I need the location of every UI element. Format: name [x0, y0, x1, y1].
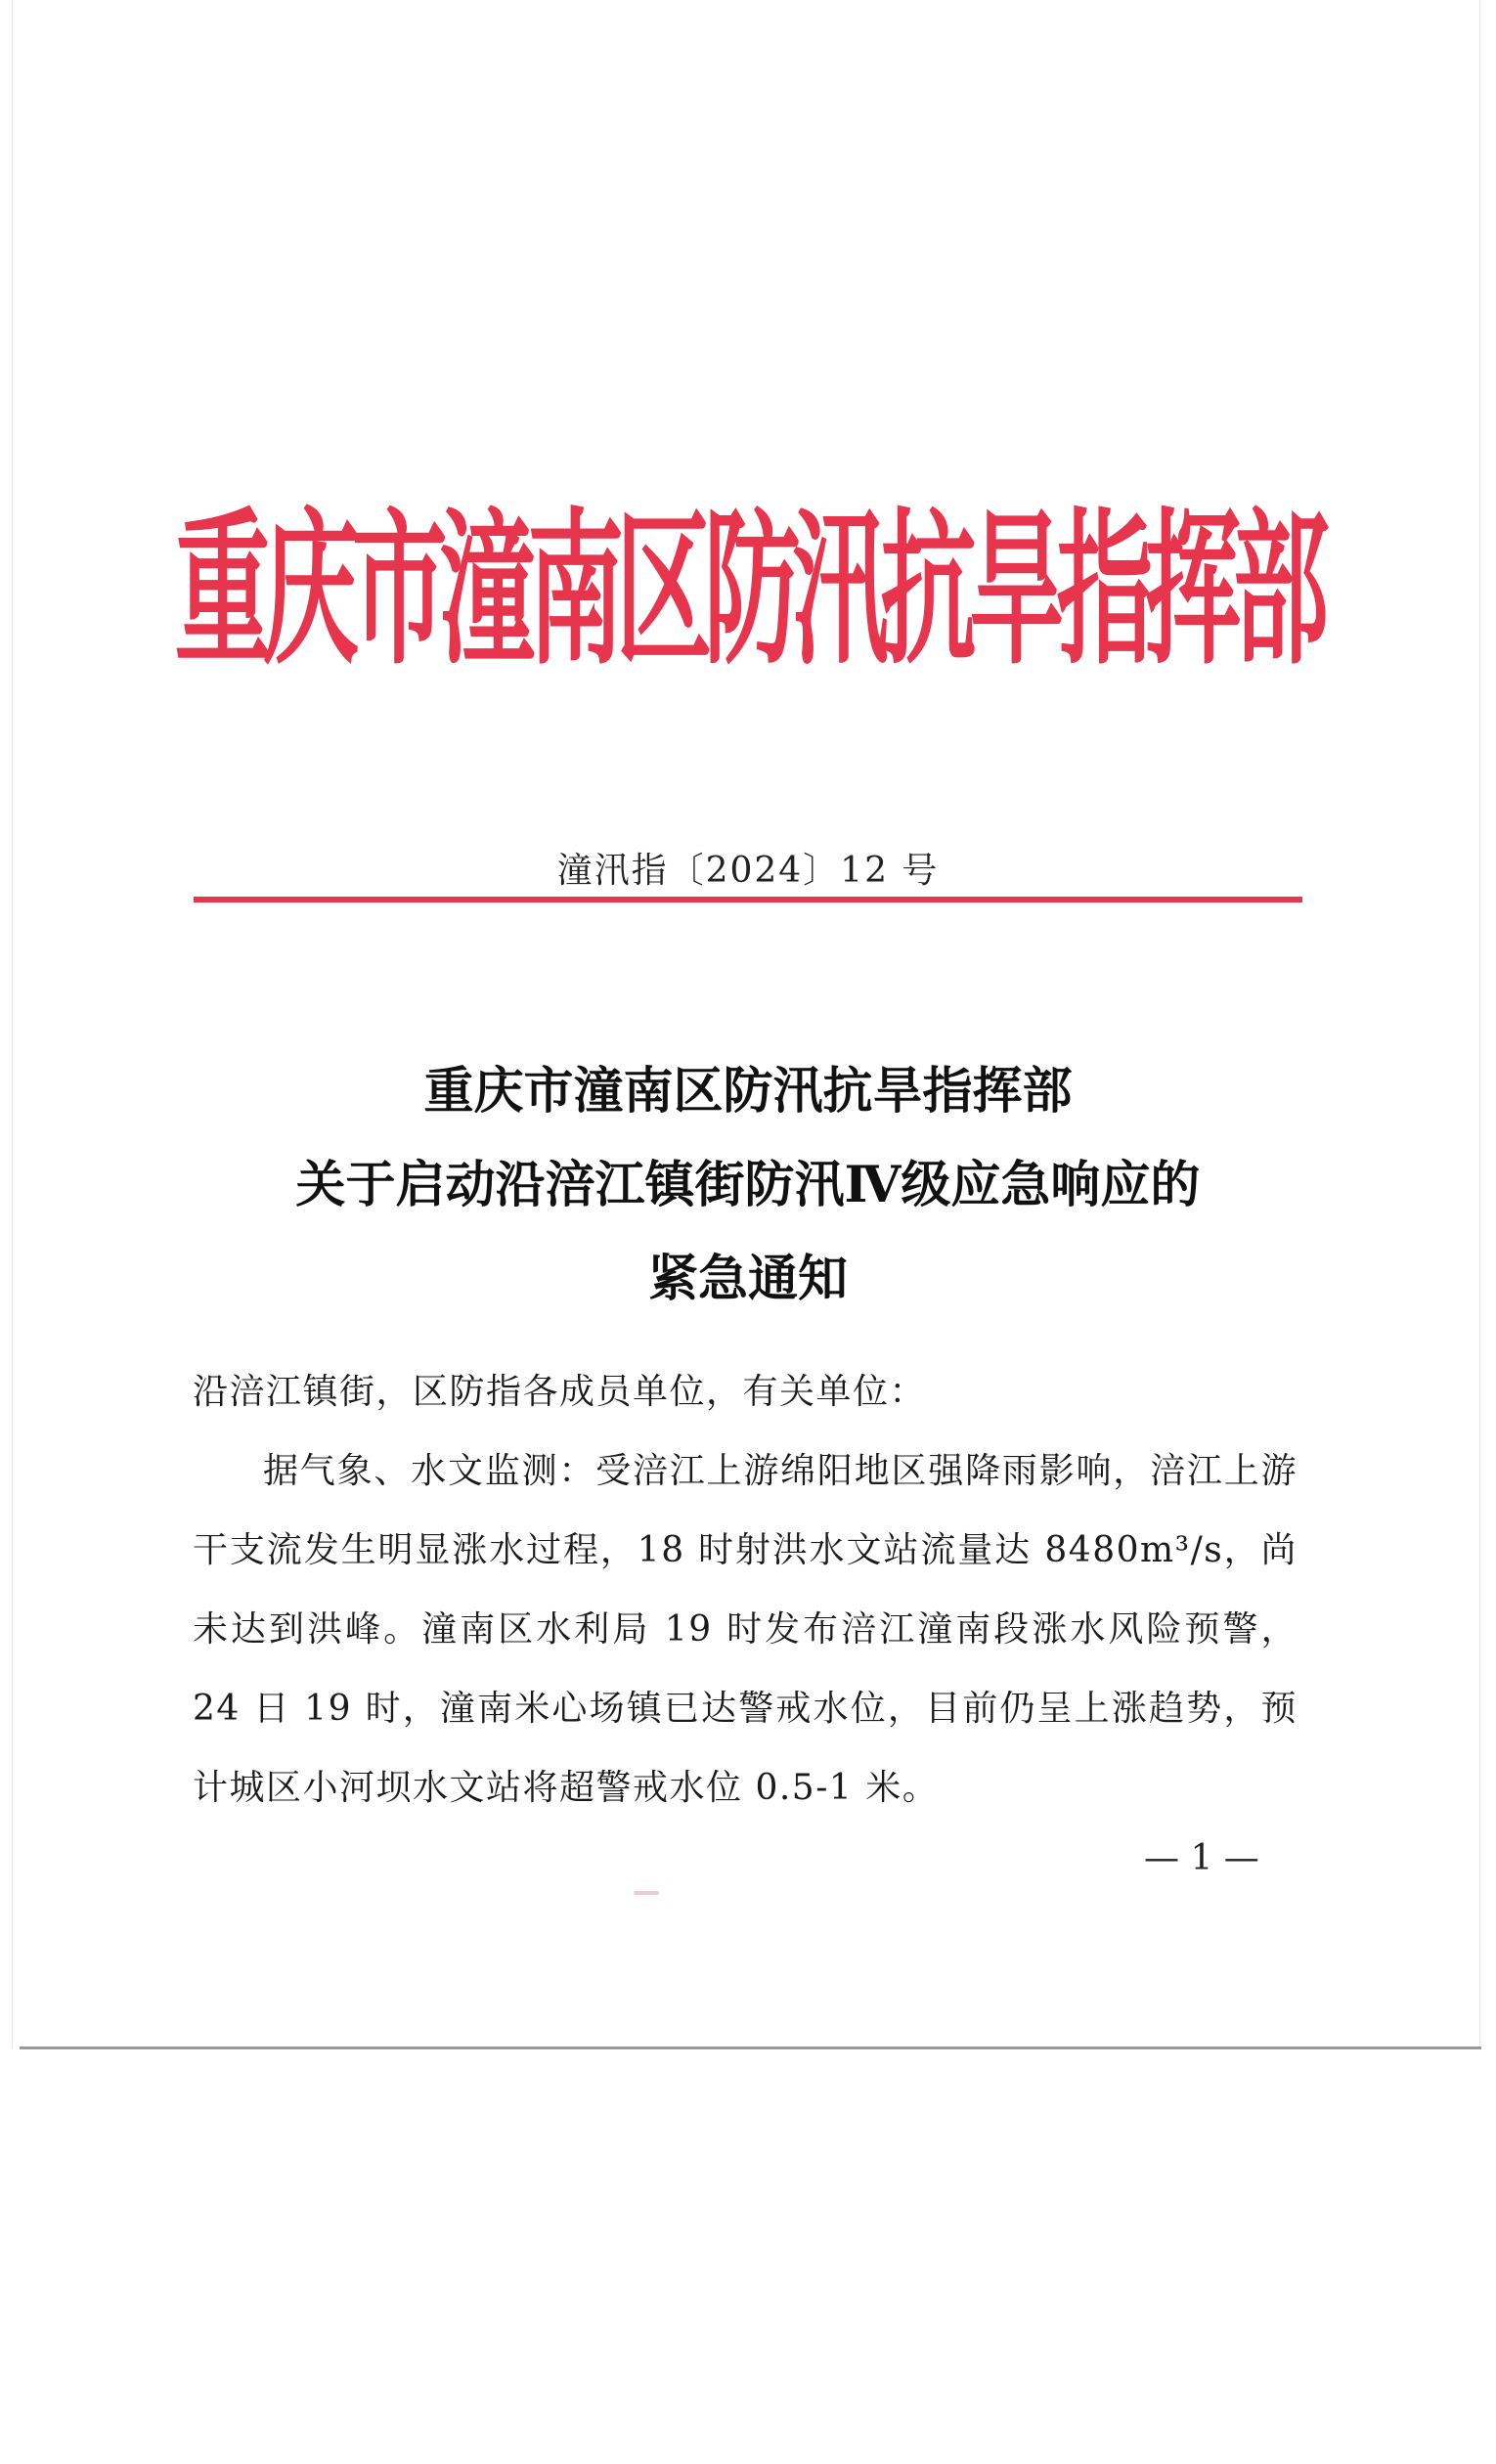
red-divider-line	[194, 897, 1302, 902]
notice-title-line-1: 重庆市潼南区防汛抗旱指挥部	[423, 1062, 1073, 1121]
page-bottom-edge	[20, 2046, 1481, 2049]
page-left-edge	[12, 0, 13, 2048]
body-paragraph: 据气象、水文监测：受涪江上游绵阳地区强降雨影响，涪江上游干支流发生明显涨水过程，18 时射洪水文站流量达 8480m³/s，尚未达到洪峰。潼南区水利局 19 时发布涪江潼南段涨水风险预警，24 日 19 时，潼南米心场镇已达警戒水位，目前仍呈上涨趋势，预计城区小河坝水文站将超警戒水位 0.5-1 米。	[193, 1451, 1298, 1808]
page-number: — 1 —	[1144, 1838, 1259, 1878]
page-right-edge	[1479, 0, 1480, 2048]
notice-title	[0, 1044, 1496, 1326]
red-masthead	[174, 460, 1322, 694]
notice-title-line-3: 紧急通知	[647, 1250, 848, 1308]
notice-body	[193, 1352, 1298, 1827]
masthead-title: 重庆市潼南区防汛抗旱指挥部	[174, 495, 1322, 688]
salutation: 沿涪江镇街，区防指各成员单位，有关单位：	[193, 1372, 927, 1412]
notice-title-line-2: 关于启动沿涪江镇街防汛Ⅳ级应急响应的	[295, 1156, 1201, 1214]
document-number: 潼汛指〔2024〕12 号	[556, 851, 940, 891]
scan-smudge	[634, 1891, 659, 1895]
